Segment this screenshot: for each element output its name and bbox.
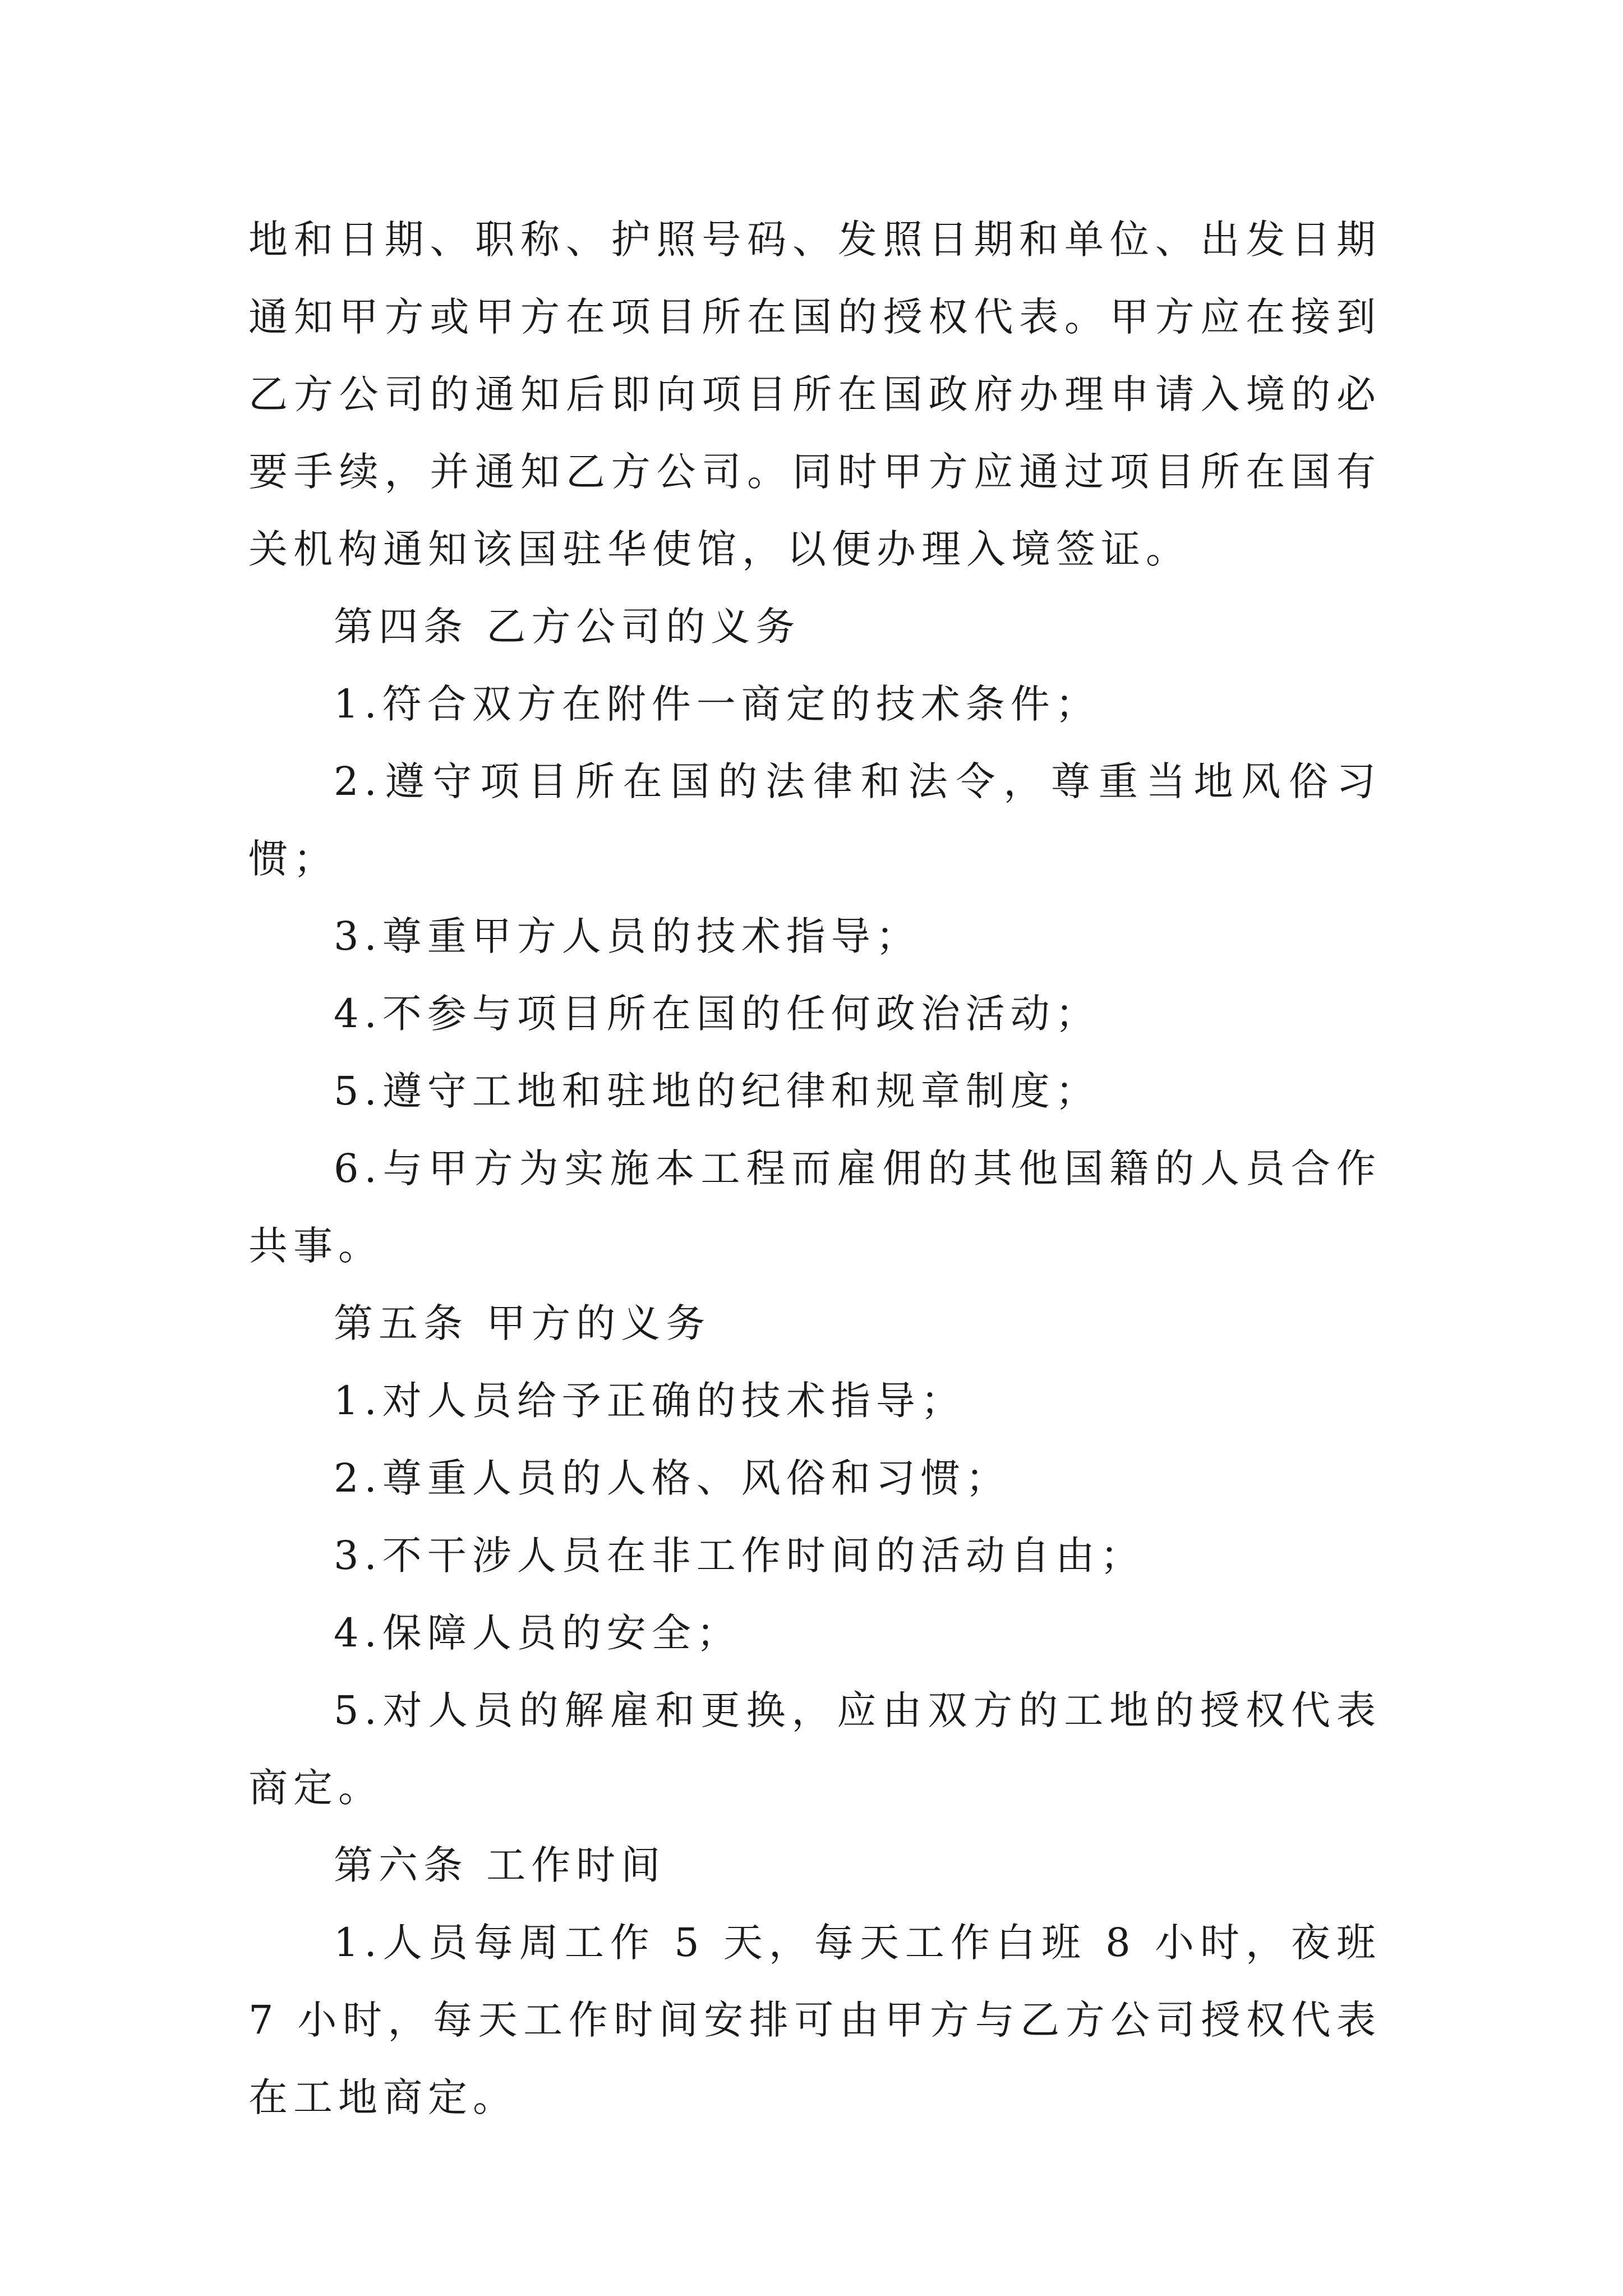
article-5-item-3: 3.不干涉人员在非工作时间的活动自由； — [334, 1533, 1145, 1579]
article-5-item-5: 5.对人员的解雇和更换，应由双方的工地的授权代表商定。 — [248, 1687, 1381, 1811]
article-4-item-5: 5.遵守工地和驻地的纪律和规章制度； — [334, 1068, 1100, 1114]
article-5-item-2: 2.尊重人员的人格、风俗和习惯； — [334, 1455, 1011, 1501]
article-4-item-3: 3.尊重甲方人员的技术指导； — [334, 913, 921, 959]
article-4-item-4: 4.不参与项目所在国的任何政治活动； — [334, 991, 1100, 1037]
paragraph-continued: 地和日期、职称、护照号码、发照日期和单位、出发日期通知甲方或甲方在项目所在国的授权代表。甲方应在接到乙方公司的通知后即向项目所在国政府办理申请入境的必要手续，并通知乙方公司。同时甲方应通过项目所在国有关机构通知该国驻华使馆，以便办理入境签证。 — [248, 217, 1381, 572]
article-4-item-6: 6.与甲方为实施本工程而雇佣的其他国籍的人员合作共事。 — [248, 1145, 1381, 1269]
article-5-item-1: 1.对人员给予正确的技术指导； — [334, 1378, 966, 1424]
article-6-item-1: 1.人员每周工作 5 天，每天工作白班 8 小时，夜班 7 小时，每天工作时间安排可由甲方与乙方公司授权代表在工地商定。 — [248, 1920, 1381, 2120]
article-4-item-1: 1.符合双方在附件一商定的技术条件； — [334, 681, 1100, 727]
article-4-item-2: 2.遵守项目所在国的法律和法令，尊重当地风俗习惯； — [248, 758, 1381, 882]
article-5-heading: 第五条 甲方的义务 — [334, 1300, 711, 1346]
article-6-heading: 第六条 工作时间 — [334, 1842, 666, 1888]
document-body — [248, 201, 1381, 2136]
article-5-item-4: 4.保障人员的安全； — [334, 1610, 741, 1656]
article-4-heading: 第四条 乙方公司的义务 — [334, 604, 801, 650]
